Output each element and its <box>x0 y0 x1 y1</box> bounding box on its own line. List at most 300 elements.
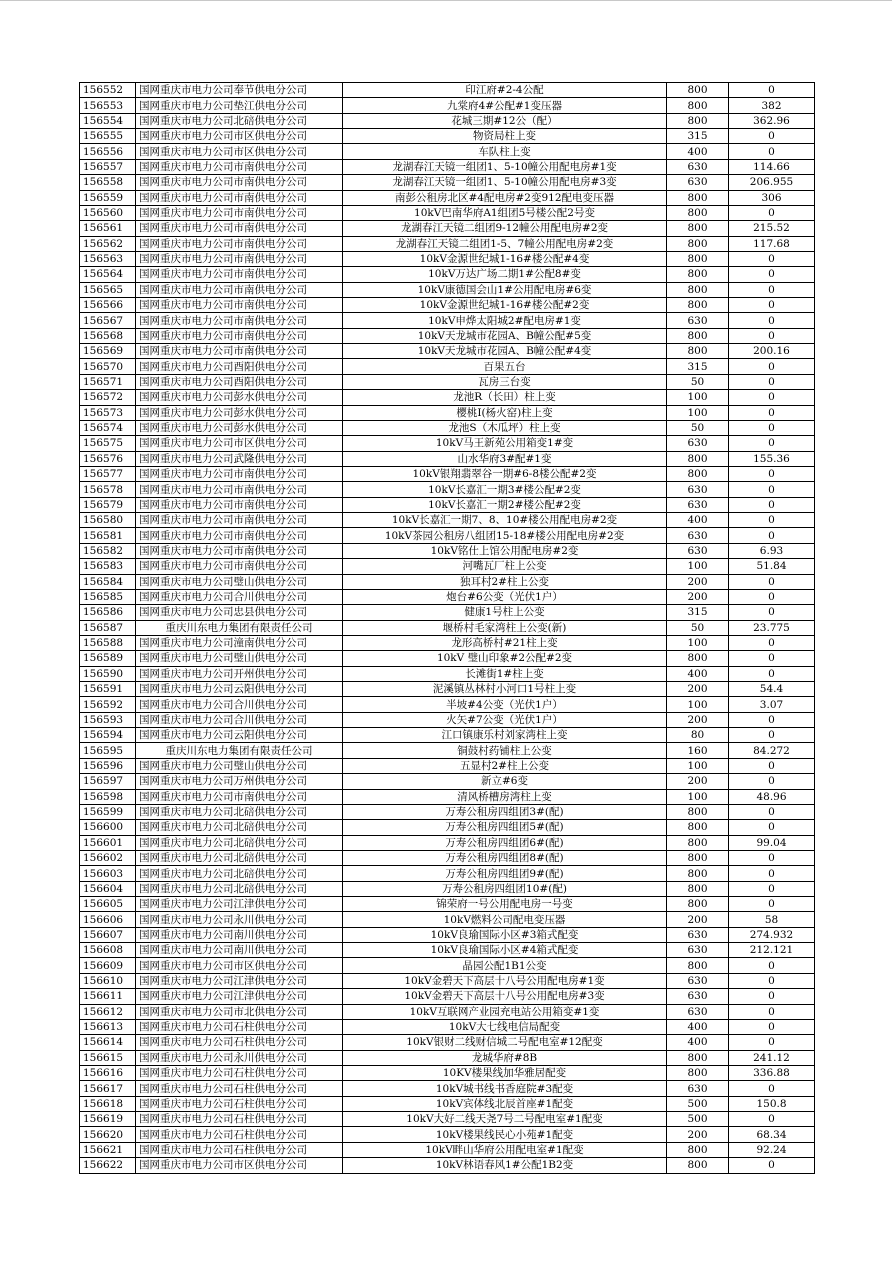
org-cell: 国网重庆市电力公司市南供电分公司 <box>136 513 343 528</box>
table-row <box>80 144 815 159</box>
id-cell: 156605 <box>80 897 136 912</box>
org-cell: 国网重庆市电力公司万州供电分公司 <box>136 774 343 789</box>
table-row <box>80 881 815 896</box>
value-cell: 114.66 <box>729 159 815 174</box>
id-cell: 156553 <box>80 98 136 113</box>
capacity-cell: 100 <box>667 635 729 650</box>
id-cell: 156611 <box>80 989 136 1004</box>
id-cell: 156574 <box>80 420 136 435</box>
table-row <box>80 1112 815 1127</box>
name-cell: 10kV康德国会山1#公用配电房#6变 <box>343 282 667 297</box>
table-row <box>80 635 815 650</box>
org-cell: 国网重庆市电力公司江津供电分公司 <box>136 973 343 988</box>
id-cell: 156597 <box>80 774 136 789</box>
value-cell: 92.24 <box>729 1142 815 1157</box>
id-cell: 156571 <box>80 374 136 389</box>
org-cell: 国网重庆市电力公司市区供电分公司 <box>136 144 343 159</box>
table-row <box>80 589 815 604</box>
capacity-cell: 630 <box>667 528 729 543</box>
value-cell: 0 <box>729 1158 815 1173</box>
capacity-cell: 200 <box>667 589 729 604</box>
org-cell: 国网重庆市电力公司市南供电分公司 <box>136 236 343 251</box>
capacity-cell: 200 <box>667 912 729 927</box>
name-cell: 火矢#7公变（光伏1户） <box>343 712 667 727</box>
capacity-cell: 200 <box>667 574 729 589</box>
name-cell: 10kV良瑜国际小区#3箱式配变 <box>343 927 667 942</box>
value-cell: 0 <box>729 466 815 481</box>
table-row <box>80 1127 815 1142</box>
capacity-cell: 630 <box>667 482 729 497</box>
id-cell: 156580 <box>80 513 136 528</box>
org-cell: 国网重庆市电力公司石柱供电分公司 <box>136 1127 343 1142</box>
name-cell: 10kV宾体线北辰首座#1配变 <box>343 1096 667 1111</box>
capacity-cell: 800 <box>667 835 729 850</box>
org-cell: 国网重庆市电力公司市区供电分公司 <box>136 1158 343 1173</box>
value-cell: 155.36 <box>729 451 815 466</box>
capacity-cell: 800 <box>667 651 729 666</box>
table-row <box>80 405 815 420</box>
name-cell: 独耳村2#柱上公变 <box>343 574 667 589</box>
org-cell: 国网重庆市电力公司市南供电分公司 <box>136 282 343 297</box>
org-cell: 国网重庆市电力公司北碚供电分公司 <box>136 804 343 819</box>
value-cell: 0 <box>729 420 815 435</box>
table-row <box>80 374 815 389</box>
value-cell: 0 <box>729 758 815 773</box>
name-cell: 瓦房三台变 <box>343 374 667 389</box>
org-cell: 国网重庆市电力公司永川供电分公司 <box>136 912 343 927</box>
capacity-cell: 50 <box>667 420 729 435</box>
org-cell: 国网重庆市电力公司永川供电分公司 <box>136 1050 343 1065</box>
value-cell: 306 <box>729 190 815 205</box>
table-row <box>80 359 815 374</box>
name-cell: 河嘴瓦厂柱上公变 <box>343 559 667 574</box>
id-cell: 156590 <box>80 666 136 681</box>
org-cell: 国网重庆市电力公司武隆供电分公司 <box>136 451 343 466</box>
id-cell: 156579 <box>80 497 136 512</box>
name-cell: 万寿公租房四组团10#(配) <box>343 881 667 896</box>
table-row <box>80 605 815 620</box>
org-cell: 国网重庆市电力公司合川供电分公司 <box>136 589 343 604</box>
id-cell: 156617 <box>80 1081 136 1096</box>
id-cell: 156586 <box>80 605 136 620</box>
value-cell: 0 <box>729 482 815 497</box>
name-cell: 10kV 璧山印象#2公配#2变 <box>343 651 667 666</box>
org-cell: 国网重庆市电力公司石柱供电分公司 <box>136 1035 343 1050</box>
table-row <box>80 298 815 313</box>
org-cell: 国网重庆市电力公司彭水供电分公司 <box>136 405 343 420</box>
id-cell: 156570 <box>80 359 136 374</box>
id-cell: 156622 <box>80 1158 136 1173</box>
org-cell: 国网重庆市电力公司合川供电分公司 <box>136 697 343 712</box>
name-cell: 印江府#2-4公配 <box>343 83 667 98</box>
table-row <box>80 743 815 758</box>
id-cell: 156565 <box>80 282 136 297</box>
name-cell: 10kV金碧天下高层十八号公用配电房#1变 <box>343 973 667 988</box>
table-row <box>80 804 815 819</box>
capacity-cell: 800 <box>667 1050 729 1065</box>
table-row <box>80 205 815 220</box>
table-row <box>80 1096 815 1111</box>
capacity-cell: 630 <box>667 989 729 1004</box>
id-cell: 156618 <box>80 1096 136 1111</box>
name-cell: 江口镇康乐村刘家湾柱上变 <box>343 728 667 743</box>
table-row <box>80 1158 815 1173</box>
org-cell: 国网重庆市电力公司江津供电分公司 <box>136 989 343 1004</box>
table-row <box>80 159 815 174</box>
org-cell: 国网重庆市电力公司开州供电分公司 <box>136 666 343 681</box>
org-cell: 国网重庆市电力公司云阳供电分公司 <box>136 682 343 697</box>
capacity-cell: 800 <box>667 83 729 98</box>
table-row <box>80 1066 815 1081</box>
table-row <box>80 98 815 113</box>
value-cell: 0 <box>729 390 815 405</box>
capacity-cell: 800 <box>667 850 729 865</box>
id-cell: 156575 <box>80 436 136 451</box>
table-row <box>80 390 815 405</box>
capacity-cell: 800 <box>667 1066 729 1081</box>
table-row <box>80 927 815 942</box>
org-cell: 国网重庆市电力公司奉节供电分公司 <box>136 83 343 98</box>
table-row <box>80 129 815 144</box>
value-cell: 0 <box>729 528 815 543</box>
capacity-cell: 800 <box>667 897 729 912</box>
org-cell: 国网重庆市电力公司石柱供电分公司 <box>136 1081 343 1096</box>
name-cell: 清风桥槽房湾柱上变 <box>343 789 667 804</box>
org-cell: 国网重庆市电力公司北碚供电分公司 <box>136 820 343 835</box>
org-cell: 国网重庆市电力公司北碚供电分公司 <box>136 866 343 881</box>
capacity-cell: 315 <box>667 359 729 374</box>
table-row <box>80 559 815 574</box>
capacity-cell: 800 <box>667 298 729 313</box>
value-cell: 0 <box>729 1004 815 1019</box>
capacity-cell: 200 <box>667 774 729 789</box>
id-cell: 156606 <box>80 912 136 927</box>
capacity-cell: 400 <box>667 513 729 528</box>
name-cell: 九棠府4#公配#1变压器 <box>343 98 667 113</box>
capacity-cell: 800 <box>667 190 729 205</box>
id-cell: 156619 <box>80 1112 136 1127</box>
capacity-cell: 200 <box>667 712 729 727</box>
name-cell: 10kV天龙城市花园A、B幢公配#5变 <box>343 328 667 343</box>
name-cell: 10kV良瑜国际小区#4箱式配变 <box>343 943 667 958</box>
name-cell: 龙湖春江天镜二组团9-12幢公用配电房#2变 <box>343 221 667 236</box>
id-cell: 156555 <box>80 129 136 144</box>
org-cell: 国网重庆市电力公司璧山供电分公司 <box>136 651 343 666</box>
capacity-cell: 100 <box>667 390 729 405</box>
value-cell: 0 <box>729 574 815 589</box>
id-cell: 156564 <box>80 267 136 282</box>
table-row <box>80 1081 815 1096</box>
org-cell: 国网重庆市电力公司北碚供电分公司 <box>136 113 343 128</box>
value-cell: 48.96 <box>729 789 815 804</box>
table-row <box>80 543 815 558</box>
table-row <box>80 1019 815 1034</box>
capacity-cell: 200 <box>667 1127 729 1142</box>
value-cell: 99.04 <box>729 835 815 850</box>
value-cell: 0 <box>729 881 815 896</box>
org-cell: 国网重庆市电力公司市南供电分公司 <box>136 298 343 313</box>
value-cell: 0 <box>729 820 815 835</box>
org-cell: 国网重庆市电力公司市区供电分公司 <box>136 436 343 451</box>
table-row <box>80 712 815 727</box>
name-cell: 10kV互联网产业园充电站公用箱变#1变 <box>343 1004 667 1019</box>
org-cell: 国网重庆市电力公司璧山供电分公司 <box>136 574 343 589</box>
capacity-cell: 800 <box>667 1158 729 1173</box>
org-cell: 国网重庆市电力公司南川供电分公司 <box>136 943 343 958</box>
id-cell: 156600 <box>80 820 136 835</box>
name-cell: 10kV城书线书香庭院#3配变 <box>343 1081 667 1096</box>
capacity-cell: 400 <box>667 1035 729 1050</box>
name-cell: 堰桥村毛家湾柱上公变(新) <box>343 620 667 635</box>
value-cell: 51.84 <box>729 559 815 574</box>
capacity-cell: 800 <box>667 328 729 343</box>
capacity-cell: 200 <box>667 682 729 697</box>
value-cell: 0 <box>729 958 815 973</box>
name-cell: 10kV大好二线天尧7号二号配电室#1配变 <box>343 1112 667 1127</box>
org-cell: 国网重庆市电力公司石柱供电分公司 <box>136 1142 343 1157</box>
org-cell: 国网重庆市电力公司石柱供电分公司 <box>136 1112 343 1127</box>
table-row <box>80 835 815 850</box>
id-cell: 156609 <box>80 958 136 973</box>
value-cell: 0 <box>729 1112 815 1127</box>
value-cell: 0 <box>729 129 815 144</box>
name-cell: 半坡#4公变（光伏1户） <box>343 697 667 712</box>
value-cell: 0 <box>729 1081 815 1096</box>
name-cell: 龙湖春江天镜一组团1、5-10幢公用配电房#3变 <box>343 175 667 190</box>
name-cell: 10kV铭仕上馆公用配电房#2变 <box>343 543 667 558</box>
value-cell: 0 <box>729 774 815 789</box>
capacity-cell: 100 <box>667 559 729 574</box>
name-cell: 10kV长嘉汇一期7、8、10#楼公用配电房#2变 <box>343 513 667 528</box>
id-cell: 156552 <box>80 83 136 98</box>
name-cell: 10kV金源世纪城1-16#楼公配#2变 <box>343 298 667 313</box>
table-row <box>80 850 815 865</box>
capacity-cell: 630 <box>667 543 729 558</box>
value-cell: 0 <box>729 144 815 159</box>
name-cell: 晶园公配1B1公变 <box>343 958 667 973</box>
table-row <box>80 251 815 266</box>
value-cell: 0 <box>729 635 815 650</box>
id-cell: 156584 <box>80 574 136 589</box>
value-cell: 150.8 <box>729 1096 815 1111</box>
table-row <box>80 1050 815 1065</box>
table-row <box>80 728 815 743</box>
value-cell: 215.52 <box>729 221 815 236</box>
id-cell: 156578 <box>80 482 136 497</box>
capacity-cell: 800 <box>667 251 729 266</box>
org-cell: 重庆川东电力集团有限责任公司 <box>136 743 343 758</box>
table-row <box>80 1004 815 1019</box>
id-cell: 156556 <box>80 144 136 159</box>
table-row <box>80 528 815 543</box>
value-cell: 0 <box>729 866 815 881</box>
id-cell: 156576 <box>80 451 136 466</box>
id-cell: 156591 <box>80 682 136 697</box>
capacity-cell: 630 <box>667 497 729 512</box>
capacity-cell: 100 <box>667 405 729 420</box>
table-row <box>80 436 815 451</box>
id-cell: 156613 <box>80 1019 136 1034</box>
capacity-cell: 315 <box>667 129 729 144</box>
table-row <box>80 190 815 205</box>
name-cell: 锦荣府一号公用配电房一号变 <box>343 897 667 912</box>
capacity-cell: 800 <box>667 881 729 896</box>
name-cell: 炮台#6公变（光伏1户） <box>343 589 667 604</box>
id-cell: 156593 <box>80 712 136 727</box>
table-row <box>80 897 815 912</box>
capacity-cell: 800 <box>667 267 729 282</box>
org-cell: 国网重庆市电力公司市南供电分公司 <box>136 313 343 328</box>
org-cell: 国网重庆市电力公司北碚供电分公司 <box>136 850 343 865</box>
id-cell: 156601 <box>80 835 136 850</box>
id-cell: 156620 <box>80 1127 136 1142</box>
value-cell: 0 <box>729 850 815 865</box>
id-cell: 156607 <box>80 927 136 942</box>
value-cell: 0 <box>729 313 815 328</box>
value-cell: 0 <box>729 328 815 343</box>
value-cell: 0 <box>729 405 815 420</box>
name-cell: 万寿公租房四组团3#(配) <box>343 804 667 819</box>
id-cell: 156557 <box>80 159 136 174</box>
id-cell: 156589 <box>80 651 136 666</box>
capacity-cell: 630 <box>667 927 729 942</box>
table-row <box>80 758 815 773</box>
org-cell: 国网重庆市电力公司市南供电分公司 <box>136 543 343 558</box>
table-body <box>80 83 815 1174</box>
value-cell: 0 <box>729 436 815 451</box>
capacity-cell: 800 <box>667 205 729 220</box>
capacity-cell: 630 <box>667 943 729 958</box>
table-row <box>80 344 815 359</box>
capacity-cell: 800 <box>667 466 729 481</box>
id-cell: 156598 <box>80 789 136 804</box>
table-row <box>80 651 815 666</box>
capacity-cell: 630 <box>667 1004 729 1019</box>
org-cell: 国网重庆市电力公司市区供电分公司 <box>136 129 343 144</box>
value-cell: 0 <box>729 513 815 528</box>
value-cell: 0 <box>729 251 815 266</box>
org-cell: 国网重庆市电力公司垫江供电分公司 <box>136 98 343 113</box>
id-cell: 156592 <box>80 697 136 712</box>
id-cell: 156614 <box>80 1035 136 1050</box>
name-cell: 百果五台 <box>343 359 667 374</box>
table-row <box>80 466 815 481</box>
id-cell: 156554 <box>80 113 136 128</box>
value-cell: 0 <box>729 282 815 297</box>
table-row <box>80 221 815 236</box>
name-cell: 10kV畔山华府公用配电室#1配变 <box>343 1142 667 1157</box>
name-cell: 龙湖春江天镜二组团1-5、7幢公用配电房#2变 <box>343 236 667 251</box>
table-row <box>80 682 815 697</box>
name-cell: 10kV申烨太阳城2#配电房#1变 <box>343 313 667 328</box>
id-cell: 156566 <box>80 298 136 313</box>
org-cell: 国网重庆市电力公司市南供电分公司 <box>136 175 343 190</box>
name-cell: 樱桃I(杨火窑)柱上变 <box>343 405 667 420</box>
capacity-cell: 630 <box>667 159 729 174</box>
capacity-cell: 630 <box>667 313 729 328</box>
org-cell: 国网重庆市电力公司市南供电分公司 <box>136 190 343 205</box>
id-cell: 156569 <box>80 344 136 359</box>
capacity-cell: 800 <box>667 804 729 819</box>
id-cell: 156621 <box>80 1142 136 1157</box>
capacity-cell: 800 <box>667 1142 729 1157</box>
id-cell: 156573 <box>80 405 136 420</box>
value-cell: 117.68 <box>729 236 815 251</box>
value-cell: 206.955 <box>729 175 815 190</box>
org-cell: 国网重庆市电力公司酉阳供电分公司 <box>136 374 343 389</box>
table-row <box>80 973 815 988</box>
org-cell: 国网重庆市电力公司市南供电分公司 <box>136 528 343 543</box>
id-cell: 156560 <box>80 205 136 220</box>
org-cell: 国网重庆市电力公司石柱供电分公司 <box>136 1096 343 1111</box>
value-cell: 382 <box>729 98 815 113</box>
name-cell: 10kV巴南华府A1组团5号楼公配2号变 <box>343 205 667 220</box>
name-cell: 10kV金碧天下高层十八号公用配电房#3变 <box>343 989 667 1004</box>
org-cell: 国网重庆市电力公司市南供电分公司 <box>136 497 343 512</box>
capacity-cell: 400 <box>667 144 729 159</box>
id-cell: 156583 <box>80 559 136 574</box>
value-cell: 3.07 <box>729 697 815 712</box>
id-cell: 156604 <box>80 881 136 896</box>
value-cell: 0 <box>729 83 815 98</box>
org-cell: 国网重庆市电力公司合川供电分公司 <box>136 712 343 727</box>
org-cell: 国网重庆市电力公司市南供电分公司 <box>136 482 343 497</box>
value-cell: 212.121 <box>729 943 815 958</box>
org-cell: 重庆川东电力集团有限责任公司 <box>136 620 343 635</box>
id-cell: 156602 <box>80 850 136 865</box>
name-cell: 10kV楼果线民心小苑#1配变 <box>343 1127 667 1142</box>
capacity-cell: 800 <box>667 451 729 466</box>
transformer-table <box>79 82 815 1174</box>
org-cell: 国网重庆市电力公司潼南供电分公司 <box>136 635 343 650</box>
org-cell: 国网重庆市电力公司市南供电分公司 <box>136 267 343 282</box>
capacity-cell: 630 <box>667 175 729 190</box>
name-cell: 10kV长嘉汇一期2#楼公配#2变 <box>343 497 667 512</box>
org-cell: 国网重庆市电力公司忠县供电分公司 <box>136 605 343 620</box>
name-cell: 10kV长嘉汇一期3#楼公配#2变 <box>343 482 667 497</box>
id-cell: 156559 <box>80 190 136 205</box>
name-cell: 10kV大七线电信局配变 <box>343 1019 667 1034</box>
value-cell: 0 <box>729 1035 815 1050</box>
capacity-cell: 400 <box>667 1019 729 1034</box>
org-cell: 国网重庆市电力公司云阳供电分公司 <box>136 728 343 743</box>
id-cell: 156585 <box>80 589 136 604</box>
capacity-cell: 800 <box>667 820 729 835</box>
value-cell: 0 <box>729 267 815 282</box>
capacity-cell: 800 <box>667 958 729 973</box>
name-cell: 南彭公租房北区#4配电房#2变912配电变压器 <box>343 190 667 205</box>
table-row <box>80 989 815 1004</box>
org-cell: 国网重庆市电力公司市南供电分公司 <box>136 251 343 266</box>
capacity-cell: 50 <box>667 374 729 389</box>
id-cell: 156577 <box>80 466 136 481</box>
org-cell: 国网重庆市电力公司江津供电分公司 <box>136 897 343 912</box>
id-cell: 156567 <box>80 313 136 328</box>
capacity-cell: 630 <box>667 1081 729 1096</box>
value-cell: 0 <box>729 605 815 620</box>
org-cell: 国网重庆市电力公司酉阳供电分公司 <box>136 359 343 374</box>
page-top-rule <box>0 0 892 1</box>
org-cell: 国网重庆市电力公司璧山供电分公司 <box>136 758 343 773</box>
id-cell: 156587 <box>80 620 136 635</box>
org-cell: 国网重庆市电力公司北碚供电分公司 <box>136 835 343 850</box>
name-cell: 龙池R（长田）柱上变 <box>343 390 667 405</box>
org-cell: 国网重庆市电力公司市区供电分公司 <box>136 958 343 973</box>
name-cell: 龙池S（木瓜坪）柱上变 <box>343 420 667 435</box>
value-cell: 0 <box>729 298 815 313</box>
name-cell: 健康1号柱上公变 <box>343 605 667 620</box>
table-row <box>80 513 815 528</box>
